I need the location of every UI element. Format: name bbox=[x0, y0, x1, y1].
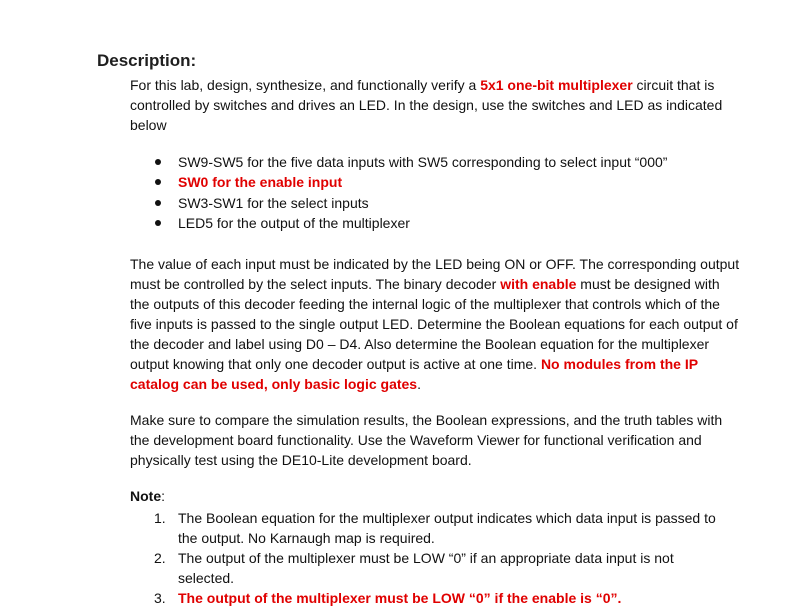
bullet-text: SW3-SW1 for the select inputs bbox=[178, 194, 369, 211]
bullet-dot-icon bbox=[155, 159, 161, 165]
note-number: 2. bbox=[154, 550, 166, 566]
requirements-paragraph bbox=[130, 254, 740, 394]
verification-paragraph: Make sure to compare the simulation results, the Boolean expressions, and the truth tables with the development board functionality. Use the Waveform Viewer for functional verification and physically test using the DE10-Lite development board. bbox=[130, 412, 723, 468]
bullet-item bbox=[130, 152, 667, 172]
note-number: 3. bbox=[154, 590, 166, 606]
para2-text-2: must be designed with the outputs of this decoder feeding the internal logic of the multiplexer that controls which of the five inputs is passed to the single output LED. Determine the Boolean equations for each output of the decoder and label using D0 – D4. Also determine the Boolean equation for the multiplexer output knowing that only one decoder output is active at one time. bbox=[130, 276, 738, 372]
note-text: The output of the multiplexer must be LOW “0” if the enable is “0”. bbox=[178, 590, 622, 606]
bullet-dot-icon bbox=[155, 220, 161, 226]
para2-highlight-1: with enable bbox=[500, 276, 577, 292]
bullet-list bbox=[130, 152, 667, 233]
note-text: The Boolean equation for the multiplexer output indicates which data input is passed to the output. No Karnaugh map is required. bbox=[178, 510, 716, 546]
bullet-dot-icon bbox=[155, 179, 161, 185]
bullet-item bbox=[130, 213, 667, 233]
intro-text-1: For this lab, design, synthesize, and functionally verify a bbox=[130, 77, 481, 93]
bullet-item bbox=[130, 172, 667, 192]
para2-text-1: The value of each input must be indicated by the LED being ON or OFF. The corresponding output must be controlled by the select inputs. The binary decoder bbox=[130, 256, 740, 292]
description-heading: Description: bbox=[97, 51, 197, 70]
intro-highlight: 5x1 one-bit multiplexer bbox=[480, 77, 633, 93]
bullet-dot-icon bbox=[155, 200, 161, 206]
bullet-text: LED5 for the output of the multiplexer bbox=[178, 214, 410, 231]
note-colon: : bbox=[161, 488, 166, 504]
bullet-text: SW9-SW5 for the five data inputs with SW5 corresponding to select input “000” bbox=[178, 154, 668, 170]
note-item bbox=[130, 588, 730, 608]
note-item bbox=[130, 548, 730, 588]
note-number: 1. bbox=[154, 510, 166, 526]
notes-list bbox=[130, 508, 730, 608]
para2-text-3: . bbox=[417, 376, 421, 392]
note-text: The output of the multiplexer must be LOW “0” if an appropriate data input is not selected. bbox=[178, 550, 674, 586]
para2-highlight-2: No modules from the IP catalog can be used, only basic logic gates bbox=[130, 356, 698, 392]
intro-text-2: circuit that is controlled by switches and drives an LED. In the design, use the switches and LED as indicated below bbox=[130, 77, 723, 133]
note-item bbox=[130, 508, 730, 548]
bullet-text: SW0 for the enable input bbox=[178, 174, 343, 191]
bullet-item bbox=[130, 193, 667, 213]
note-label bbox=[130, 486, 165, 506]
intro-paragraph bbox=[130, 75, 740, 135]
note-label-text: Note bbox=[130, 488, 162, 504]
